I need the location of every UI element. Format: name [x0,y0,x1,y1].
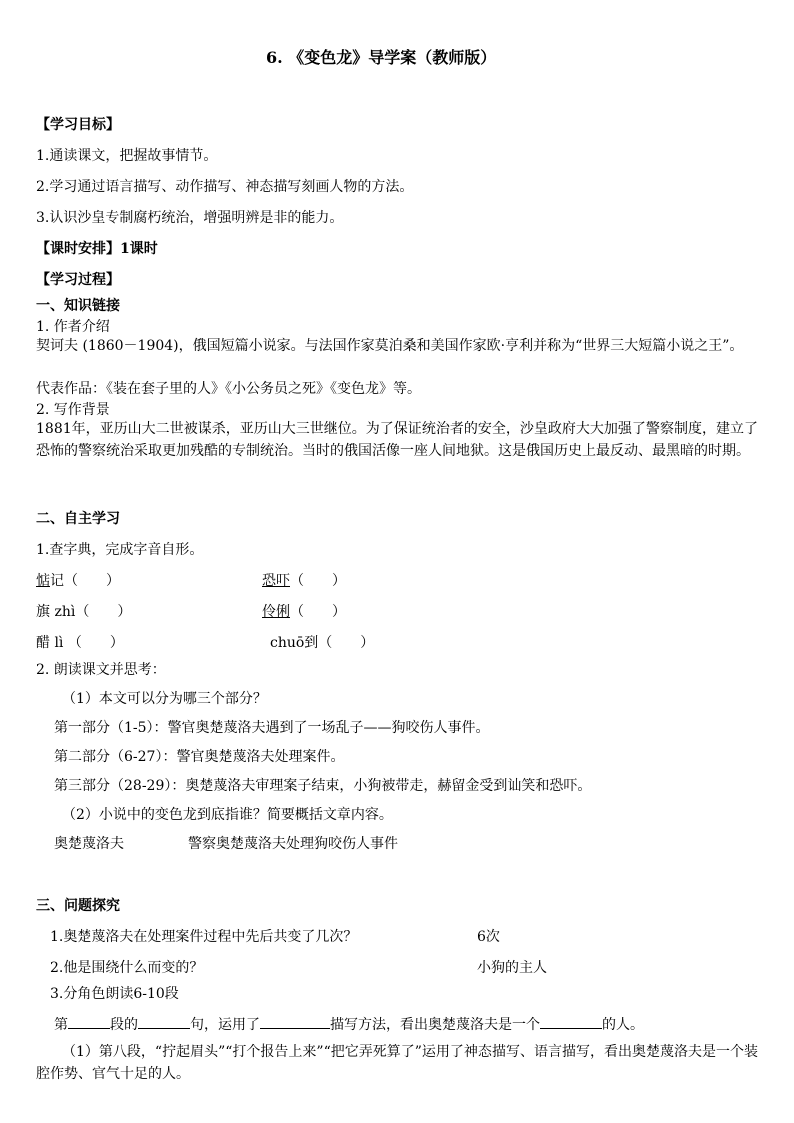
background-heading: 2. 写作背景 [36,402,110,418]
inquiry-answer-1: 6次 [477,929,500,945]
author-text: 契诃夫 (1860－1904)，俄国短篇小说家。与法国作家莫泊桑和美国作家欧·亨利并称为“世界三大短篇小说之王”。 [36,338,744,354]
works-text: 代表作品：《装在套子里的人》《小公务员之死》《变色龙》等。 [36,381,421,397]
page-title: 6. 《变色龙》导学案（教师版） [266,48,497,67]
author-heading: 1. 作者介绍 [36,319,110,335]
part-3: 第三部分（28-29）：奥楚蔑洛夫审理案子结束，小狗被带走，赫留金受到讪笑和恐吓。 [54,778,592,794]
part-2: 第二部分（6-27）：警官奥楚蔑洛夫处理案件。 [54,749,345,765]
parts-question: （1）本文可以分为哪三个部分？ [62,691,267,707]
word-item-4: 伶俐（ ） [262,604,346,620]
section3-heading: 三、问题探究 [36,898,120,914]
section2-heading: 二、自主学习 [36,511,120,527]
chameleon-question: （2）小说中的变色龙到底指谁？简要概括文章内容。 [62,807,393,823]
schedule-heading: 【课时安排】 [36,241,120,257]
background-text: 1881年，亚历山大二世被谋杀，亚历山大三世继位。为了保证统治者的安全，沙皇政府大大加强了警察制度，建立了恐怖的警察统治采取更加残酷的专制统治。当时的俄国活像一座人间地狱。这是俄国历史上最反动、最黑暗的时期。 [36,421,758,459]
chameleon-answer-who: 奥楚蔑洛夫 [54,836,124,852]
objective-1: 1.通读课文，把握故事情节。 [36,148,218,164]
chameleon-answer-summary: 警察奥楚蔑洛夫处理狗咬伤人事件 [188,836,398,852]
inquiry-question-1: 1.奥楚蔑洛夫在处理案件过程中先后共变了几次？ [50,929,358,945]
schedule-line [36,240,158,258]
objectives-heading: 【学习目标】 [36,117,120,133]
reading-question: 2. 朗读课文并思考： [36,662,166,678]
process-heading: 【学习过程】 [36,272,120,288]
section1-heading: 一、知识链接 [36,298,120,314]
word-item-6: chuō到（ ） [270,635,375,651]
word-item-1: 惦记（ ） [36,573,120,589]
inquiry-answer-2: 小狗的主人 [477,960,547,976]
part-1: 第一部分（1-5）：警官奥楚蔑洛夫遇到了一场乱子——狗咬伤人事件。 [54,720,490,736]
word-item-3: 旗 zhì（ ） [36,604,132,620]
inquiry-question-3: 3.分角色朗读6-10段 [50,986,179,1002]
inquiry-answer-3: （1）第八段，“拧起眉头”“打个报告上来”“把它弄死算了”运用了神态描写、语言描写，看出奥楚蔑洛夫是一个装腔作势、官气十足的人。 [36,1044,758,1082]
dict-question: 1.查字典，完成字音自形。 [36,542,204,558]
word-item-2: 恐吓（ ） [262,573,346,589]
inquiry-question-2: 2.他是围绕什么而变的？ [50,960,204,976]
objective-2: 2.学习通过语言描写、动作描写、神态描写刻画人物的方法。 [36,179,414,195]
fill-in-blank: 第 段的 句，运用了 描写方法，看出奥楚蔑洛夫是一个 的人。 [54,1014,644,1034]
objective-3: 3.认识沙皇专制腐朽统治，增强明辨是非的能力。 [36,210,344,226]
schedule-value: 1课时 [120,241,158,257]
word-item-5: 醋 lì （ ） [36,635,124,651]
